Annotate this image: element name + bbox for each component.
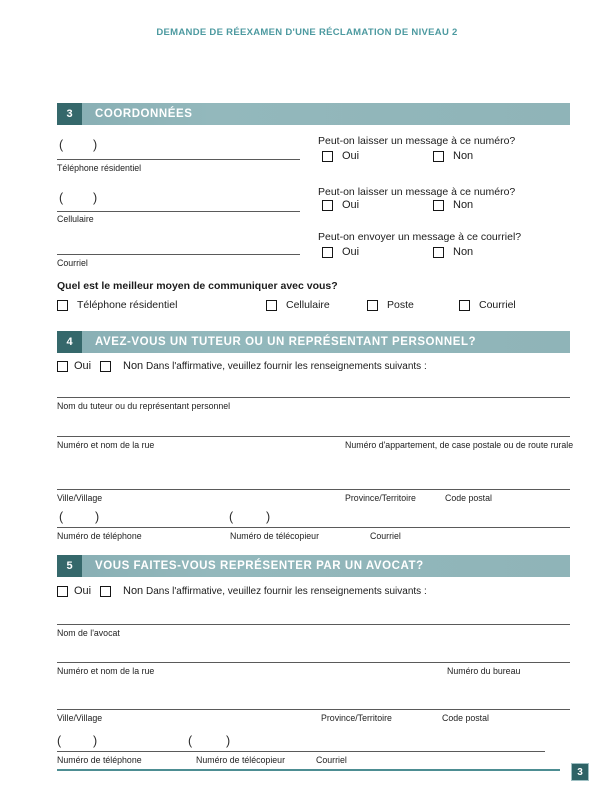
option-best-cell-label: Cellulaire: [286, 299, 330, 311]
paren-open: (: [229, 510, 234, 524]
option-best-email-label: Courriel: [479, 299, 516, 311]
option-s5-no-label: Non: [123, 585, 144, 597]
paren-close: ): [266, 510, 271, 524]
home-phone-label: Téléphone résidentiel: [57, 163, 142, 173]
section5-header: [57, 555, 570, 577]
section4-number: 4: [57, 331, 82, 353]
option-s5-yes-label: Oui: [74, 585, 92, 597]
s5-office-label: Numéro du bureau: [447, 666, 521, 676]
option-home-no-label: Non: [453, 150, 474, 162]
best-way-question: Quel est le meilleur moyen de communiquer avec vous?: [57, 280, 338, 292]
section3-title: COORDONNÉES: [95, 108, 193, 120]
s4-city-label: Ville/Village: [57, 493, 103, 503]
option-best-home-phone-label: Téléphone résidentiel: [77, 299, 178, 311]
paren-open: (: [59, 510, 64, 524]
option-email-no-label: Non: [453, 246, 474, 258]
paren-open: (: [188, 734, 193, 748]
input-s5-city[interactable]: [57, 687, 570, 710]
checkbox-cell-yes[interactable]: [322, 200, 333, 211]
s5-street-label: Numéro et nom de la rue: [57, 666, 155, 676]
checkbox-best-email[interactable]: [459, 300, 470, 311]
question-message-email: Peut-on envoyer un message à ce courriel?: [318, 231, 522, 243]
option-email-yes-label: Oui: [342, 246, 360, 258]
option-cell-yes-label: Oui: [342, 199, 360, 211]
option-s5-no[interactable]: [100, 585, 143, 597]
s4-fax-label: Numéro de télécopieur: [230, 531, 319, 541]
checkbox-email-yes[interactable]: [322, 247, 333, 258]
paren-close: ): [93, 138, 98, 152]
checkbox-best-home-phone[interactable]: [57, 300, 68, 311]
option-best-home-phone[interactable]: [57, 299, 177, 311]
s4-street-label: Numéro et nom de la rue: [57, 440, 155, 450]
checkbox-s5-no[interactable]: [100, 586, 111, 597]
input-s5-phone-fax-email[interactable]: [57, 733, 545, 752]
checkbox-home-no[interactable]: [433, 151, 444, 162]
input-s4-city[interactable]: [57, 467, 570, 490]
s5-fax-label: Numéro de télécopieur: [196, 755, 285, 765]
option-home-yes-label: Oui: [342, 150, 360, 162]
option-email-no[interactable]: [433, 246, 473, 258]
s5-phone-label: Numéro de téléphone: [57, 755, 142, 765]
input-s4-guardian-name[interactable]: [57, 375, 570, 398]
s5-province-label: Province/Territoire: [321, 713, 392, 723]
option-email-yes[interactable]: [322, 246, 359, 258]
paren-open: (: [59, 191, 64, 205]
paren-close: ): [226, 734, 231, 748]
s5-city-label: Ville/Village: [57, 713, 103, 723]
option-home-yes[interactable]: [322, 150, 359, 162]
option-best-cell[interactable]: [266, 299, 330, 311]
page-number-badge: 3: [571, 763, 589, 781]
s4-instruction: Dans l'affirmative, veuillez fournir les renseignements suivants :: [146, 361, 427, 372]
option-best-mail-label: Poste: [387, 299, 414, 311]
input-s5-lawyer-name[interactable]: [57, 602, 570, 625]
section3-number: 3: [57, 103, 82, 125]
option-s4-no-label: Non: [123, 360, 144, 372]
paren-close: ): [93, 734, 98, 748]
section3-header: [57, 103, 570, 125]
paren-open: (: [59, 138, 64, 152]
s5-instruction: Dans l'affirmative, veuillez fournir les renseignements suivants :: [146, 586, 427, 597]
cell-phone-label: Cellulaire: [57, 214, 94, 224]
input-s4-street[interactable]: [57, 414, 570, 437]
paren-open: (: [57, 734, 62, 748]
option-cell-yes[interactable]: [322, 199, 359, 211]
s5-lawyer-name-label: Nom de l'avocat: [57, 628, 120, 638]
option-s5-yes[interactable]: [57, 585, 91, 597]
s4-province-label: Province/Territoire: [345, 493, 416, 503]
s4-guardian-name-label: Nom du tuteur ou du représentant personnel: [57, 401, 231, 411]
section5-title: VOUS FAITES-VOUS REPRÉSENTER PAR UN AVOCAT?: [95, 560, 424, 572]
option-cell-no[interactable]: [433, 199, 473, 211]
question-message-home: Peut-on laisser un message à ce numéro?: [318, 135, 516, 147]
checkbox-best-mail[interactable]: [367, 300, 378, 311]
paren-close: ): [93, 191, 98, 205]
s4-email-label: Courriel: [370, 531, 401, 541]
s4-phone-label: Numéro de téléphone: [57, 531, 142, 541]
checkbox-email-no[interactable]: [433, 247, 444, 258]
checkbox-cell-no[interactable]: [433, 200, 444, 211]
input-s4-phone-fax-email[interactable]: [57, 509, 570, 528]
s5-email-label: Courriel: [316, 755, 347, 765]
option-best-mail[interactable]: [367, 299, 414, 311]
checkbox-home-yes[interactable]: [322, 151, 333, 162]
checkbox-best-cell[interactable]: [266, 300, 277, 311]
input-cell-phone[interactable]: [57, 188, 300, 212]
option-home-no[interactable]: [433, 150, 473, 162]
email-label: Courriel: [57, 258, 88, 268]
paren-close: ): [95, 510, 100, 524]
s4-postal-label: Code postal: [445, 493, 492, 503]
input-s5-street[interactable]: [57, 640, 570, 663]
option-s4-no[interactable]: [100, 360, 143, 372]
s4-apt-label: Numéro d'appartement, de case postale ou de route rurale: [345, 440, 574, 450]
footer-rule: [57, 769, 560, 771]
option-s4-yes-label: Oui: [74, 360, 92, 372]
option-cell-no-label: Non: [453, 199, 474, 211]
input-home-phone[interactable]: [57, 135, 300, 160]
question-message-cell: Peut-on laisser un message à ce numéro?: [318, 186, 516, 198]
page-title: DEMANDE DE RÉEXAMEN D'UNE RÉCLAMATION DE NIVEAU 2: [156, 27, 458, 38]
section5-number: 5: [57, 555, 82, 577]
option-s4-yes[interactable]: [57, 360, 91, 372]
section4-header: [57, 331, 570, 353]
option-best-email[interactable]: [459, 299, 516, 311]
checkbox-s4-yes[interactable]: [57, 361, 68, 372]
checkbox-s5-yes[interactable]: [57, 586, 68, 597]
s5-postal-label: Code postal: [442, 713, 489, 723]
input-email[interactable]: [57, 233, 300, 255]
checkbox-s4-no[interactable]: [100, 361, 111, 372]
section4-title: AVEZ-VOUS UN TUTEUR OU UN REPRÉSENTANT PERSONNEL?: [95, 336, 477, 348]
